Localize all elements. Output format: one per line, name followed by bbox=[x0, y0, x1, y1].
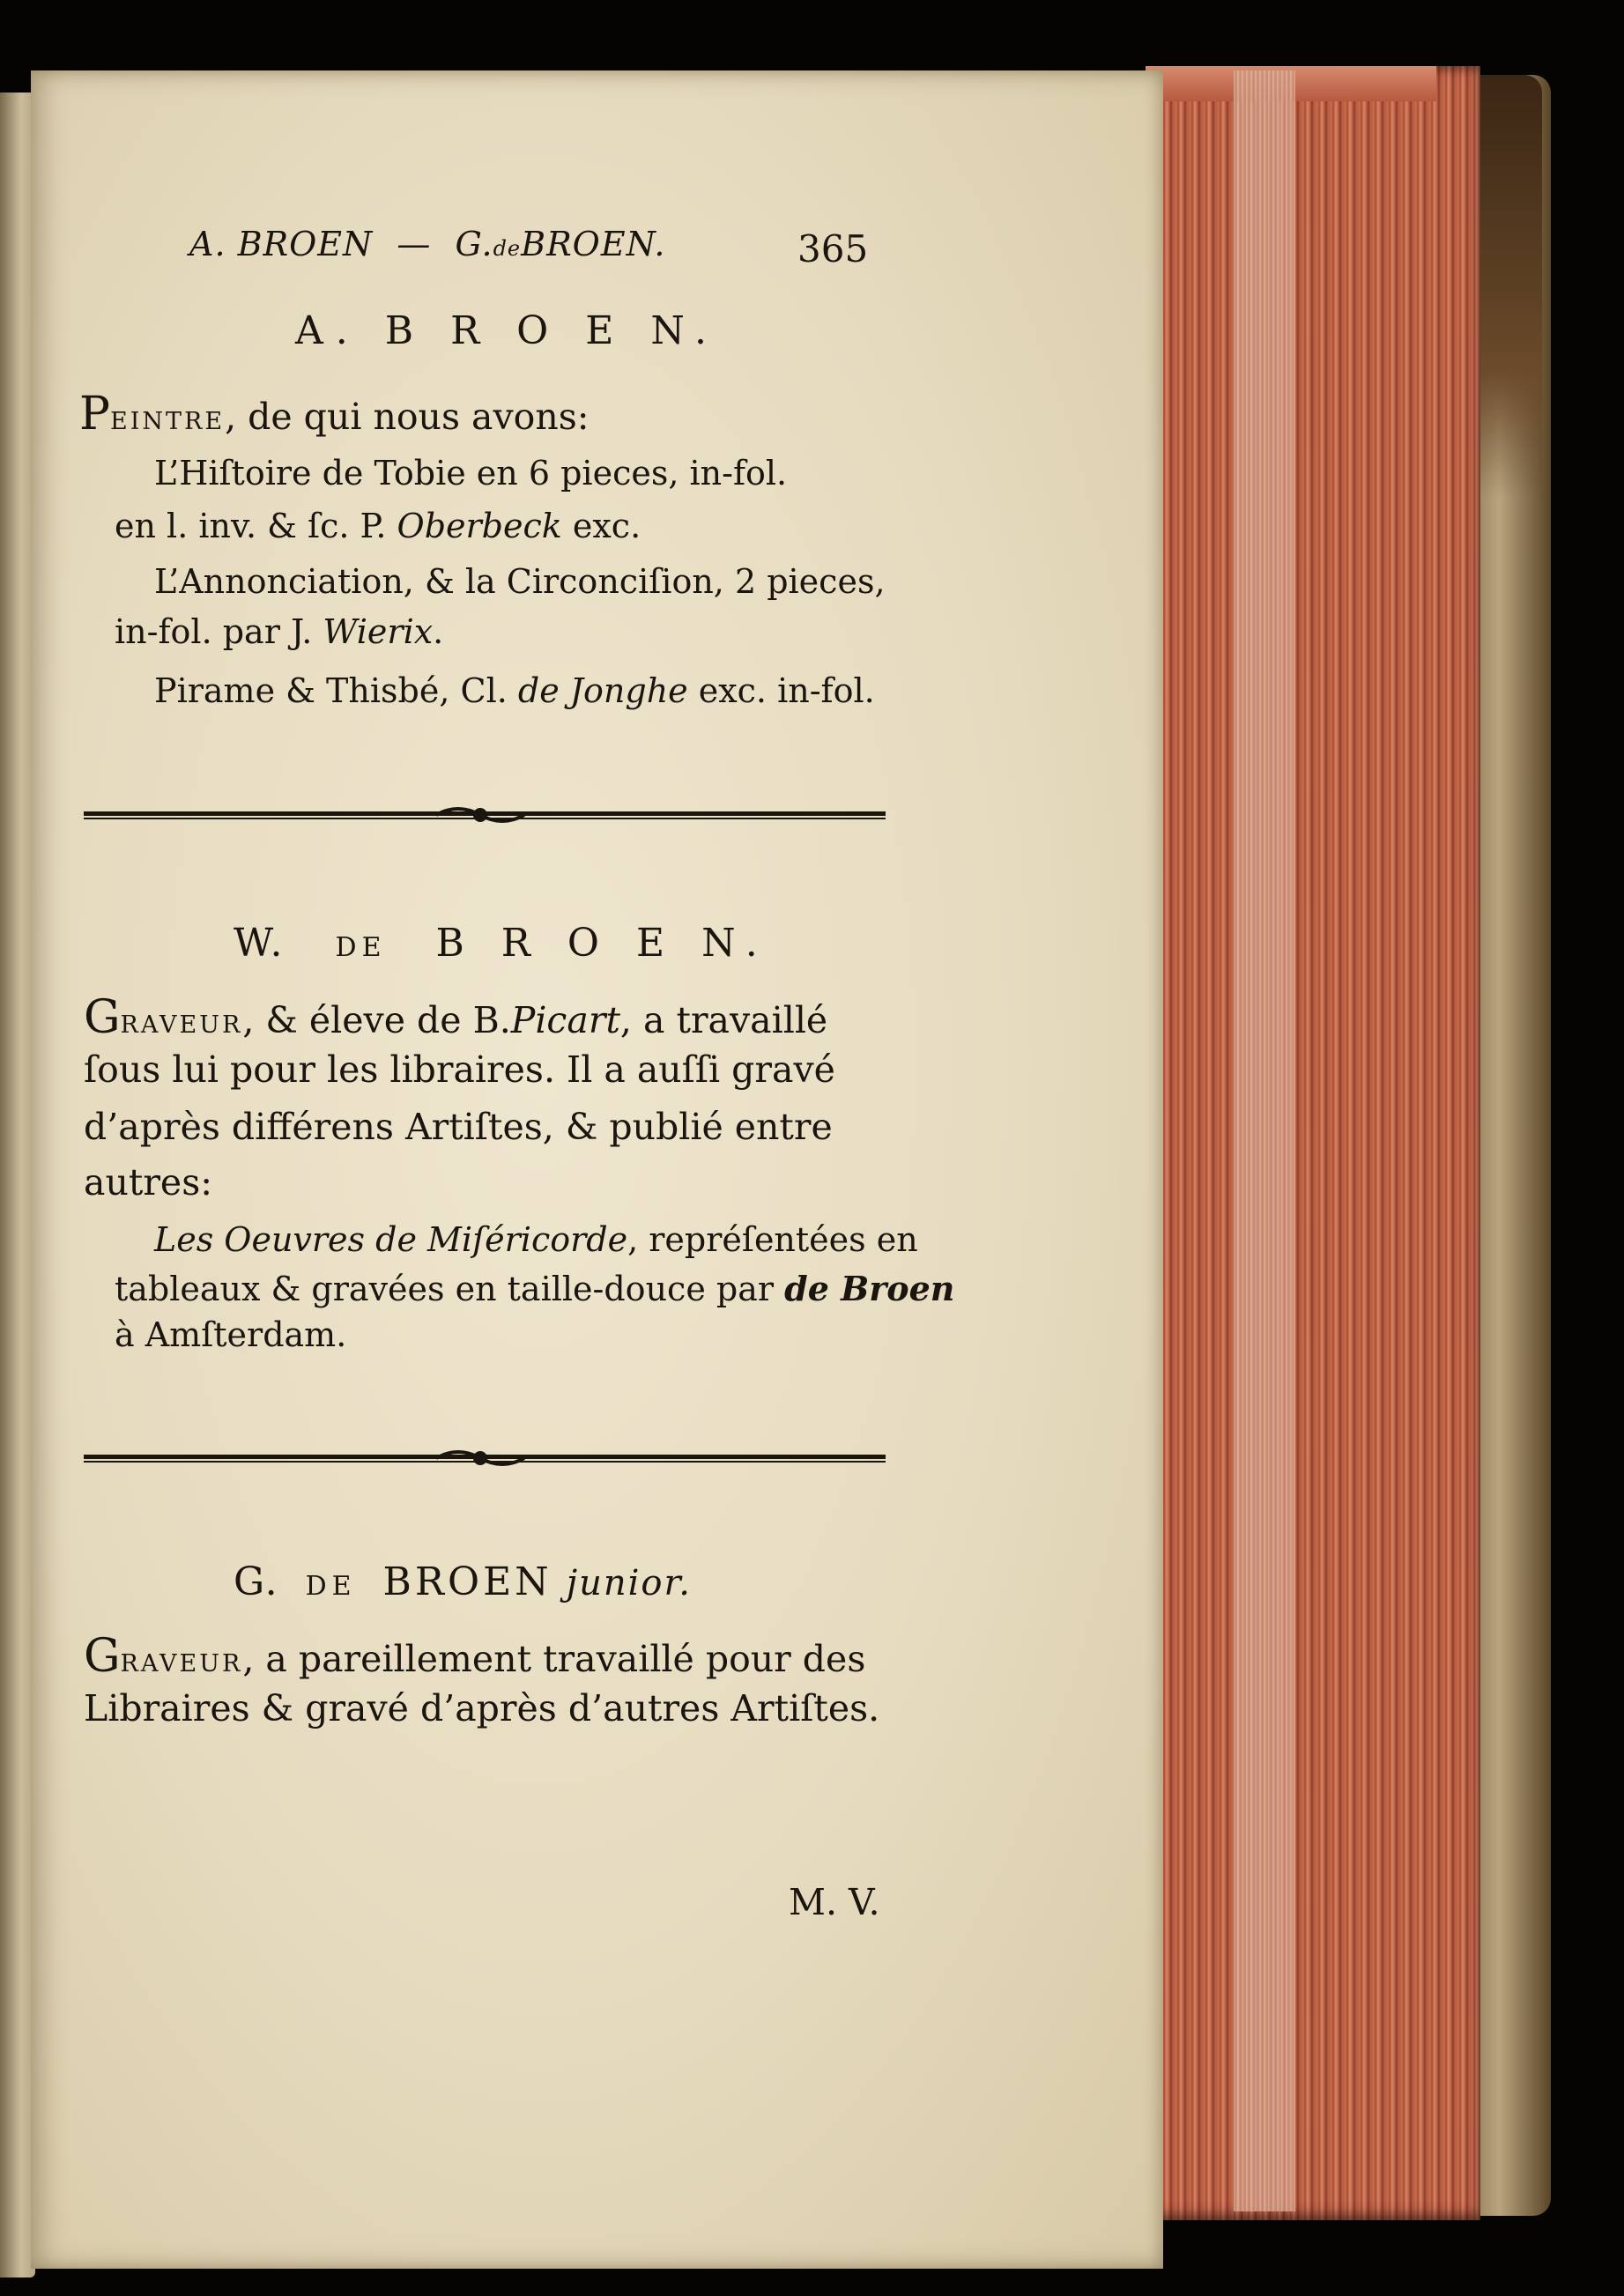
heading-junior: junior. bbox=[566, 1563, 692, 1603]
running-head-left: A. BROEN bbox=[189, 225, 374, 263]
entry2-work-line2-text: tableaux & gravées en taille-douce par bbox=[115, 1270, 785, 1308]
heading-name: BROEN bbox=[382, 1559, 552, 1604]
entry1-line1-text: L’Hiſtoire de Tobie en 6 pieces, in-fol. bbox=[154, 454, 788, 493]
entry1-line2-italic: Oberbeck bbox=[397, 507, 562, 545]
running-head bbox=[189, 225, 665, 263]
entry1-lead bbox=[79, 388, 590, 441]
entry1-initial: P bbox=[79, 388, 110, 441]
entry-heading-a-broen: A. B R O E N. bbox=[295, 308, 720, 353]
entry2-line2: ſous lui pour les libraires. Il a auſſi gravé bbox=[84, 1048, 835, 1091]
entry1-line4-end: . bbox=[433, 612, 444, 651]
entry2-work-line1-end: , repréſentées en bbox=[627, 1220, 918, 1259]
heading-w: W. bbox=[234, 921, 286, 966]
entry2-line3: d’après différens Artiſtes, & publié entre bbox=[84, 1106, 833, 1148]
heading-de: DE bbox=[335, 932, 387, 963]
entry2-work-line2 bbox=[115, 1269, 954, 1308]
running-head-broen: BROEN. bbox=[521, 225, 666, 263]
entry1-line5-italic: de Jonghe bbox=[517, 671, 688, 710]
signature-mark: M. V. bbox=[789, 1881, 880, 1923]
entry3-caps: RAVEUR bbox=[120, 1650, 243, 1678]
running-head-de: de bbox=[493, 236, 522, 261]
entry2-work-line1 bbox=[154, 1220, 918, 1259]
entry1-line2 bbox=[115, 507, 641, 545]
entry1-lead-rest: , de qui nous avons: bbox=[225, 396, 590, 438]
entry2-work-line2-italic: de Broen bbox=[784, 1269, 955, 1308]
entry2-line1-italic: Picart bbox=[510, 999, 620, 1041]
entry1-line5-end: exc. in-fol. bbox=[687, 671, 875, 710]
entry1-line2-end: exc. bbox=[561, 507, 641, 545]
entry3-initial: G bbox=[84, 1630, 121, 1683]
heading-g: G. bbox=[234, 1559, 279, 1604]
entry3-line2: Libraires & gravé d’après d’autres Artiſtes. bbox=[84, 1687, 880, 1729]
ornamental-rule bbox=[84, 804, 886, 826]
entry1-line2-text: en l. inv. & ſc. P. bbox=[115, 507, 397, 545]
entry2-work-line3: à Amſterdam. bbox=[115, 1315, 347, 1354]
entry1-line4-italic: Wierix bbox=[323, 612, 434, 651]
heading-de: DE bbox=[305, 1571, 357, 1602]
page-edges-light bbox=[1234, 70, 1295, 2211]
entry1-line5 bbox=[154, 671, 875, 710]
entry1-line1 bbox=[154, 454, 787, 493]
heading-name: B R O E N. bbox=[435, 921, 770, 966]
entry2-caps: RAVEUR bbox=[120, 1011, 243, 1039]
entry2-line1-end: , a travaillé bbox=[619, 999, 828, 1041]
page-number: 365 bbox=[797, 227, 869, 270]
entry2-line1-mid: , & éleve de B. bbox=[242, 999, 511, 1041]
entry-heading-w-de-broen bbox=[234, 921, 770, 966]
entry1-line4-text: in-fol. par J. bbox=[115, 612, 323, 651]
entry3-line1-rest: , a pareillement travaillé pour des bbox=[242, 1638, 866, 1680]
running-head-dash: — bbox=[397, 225, 432, 263]
entry1-line3-text: L’Annonciation, & la Circonciſion, 2 pieces, bbox=[154, 562, 886, 601]
entry1-line5-text: Pirame & Thisbé, Cl. bbox=[154, 671, 518, 710]
entry1-line3 bbox=[154, 562, 886, 601]
entry2-line4: autres: bbox=[84, 1161, 213, 1204]
page-edges bbox=[1146, 66, 1480, 2220]
entry-heading-g-de-broen-junior bbox=[234, 1559, 692, 1604]
entry2-work-title: Les Oeuvres de Miſéricorde bbox=[154, 1220, 628, 1259]
running-head-g: G. bbox=[455, 225, 493, 263]
entry1-caps: EINTRE bbox=[110, 408, 226, 435]
facing-page-edge bbox=[0, 93, 35, 2277]
entry2-initial: G bbox=[84, 991, 121, 1044]
entry1-line4 bbox=[115, 612, 443, 651]
entry2-line1 bbox=[84, 991, 827, 1044]
ornamental-rule bbox=[84, 1447, 886, 1470]
entry3-line1 bbox=[84, 1630, 865, 1683]
